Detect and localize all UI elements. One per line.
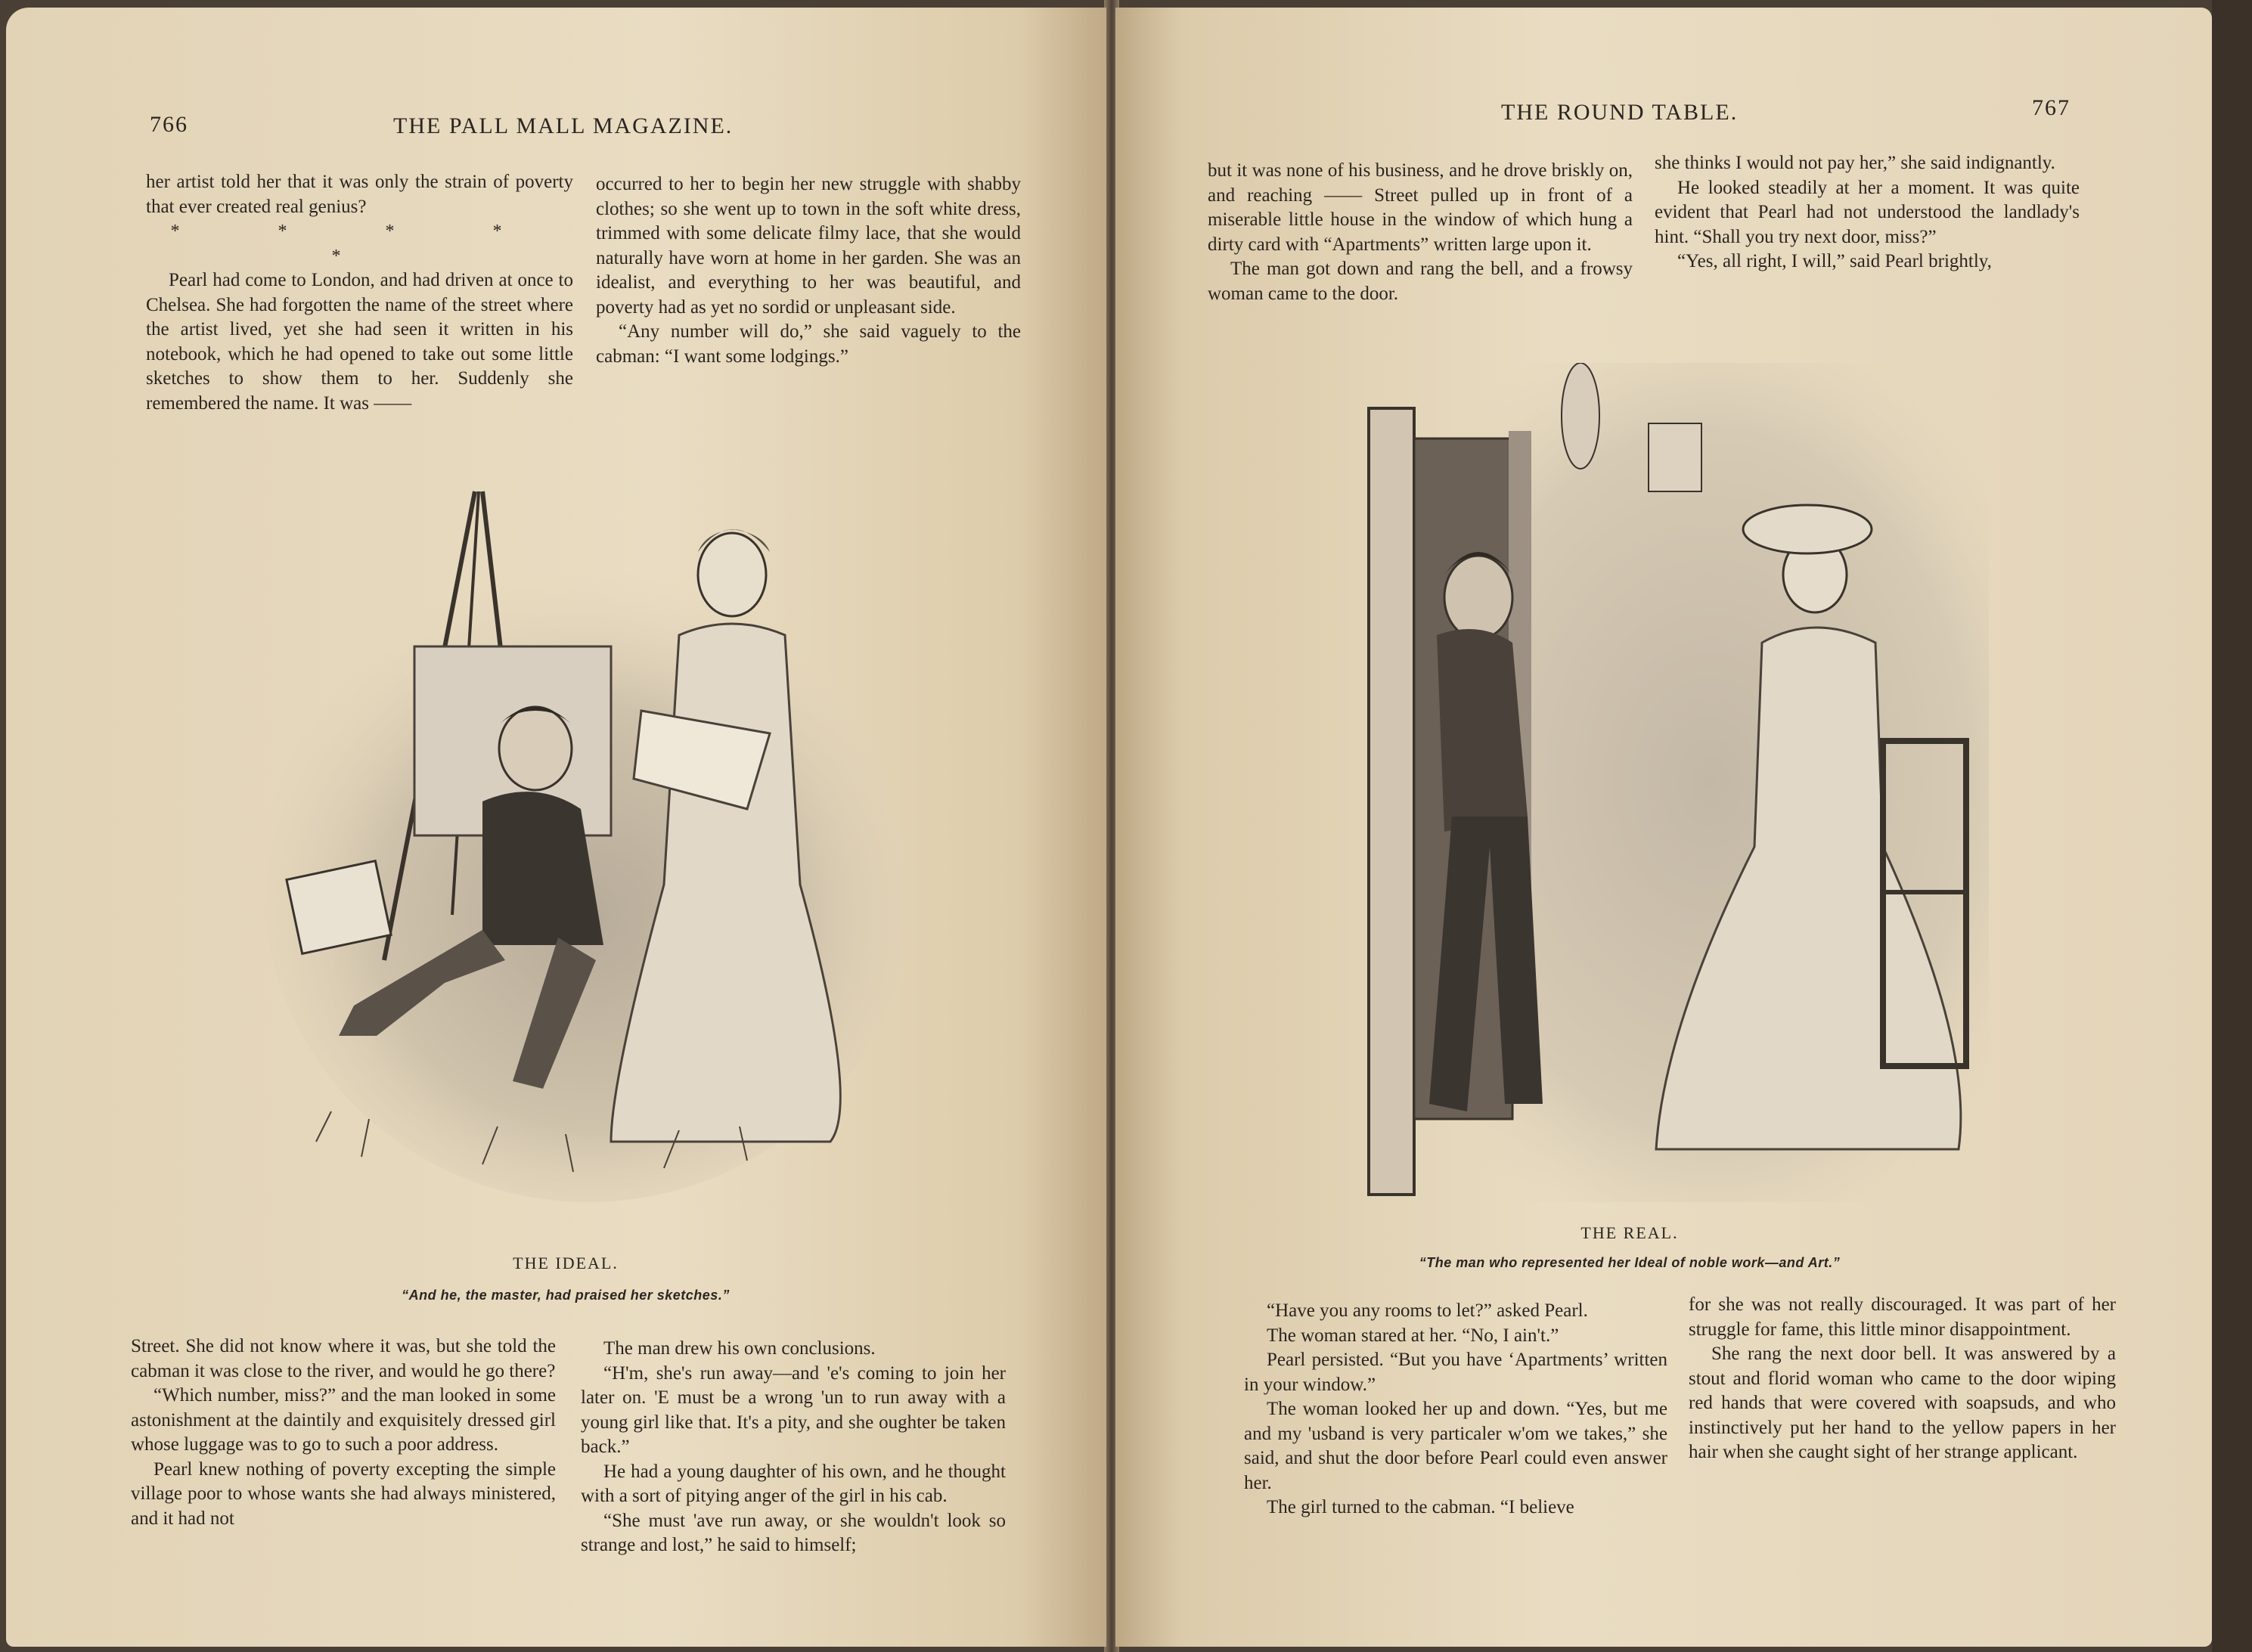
- paragraph: “She must 'ave run away, or she wouldn't look so strange and lost,” he said to himself;: [581, 1510, 1006, 1555]
- paragraph: “Have you any rooms to let?” asked Pearl.: [1267, 1300, 1588, 1321]
- paragraph: The man got down and rang the bell, and a frowsy woman came to the door.: [1208, 259, 1633, 304]
- paragraph: “Yes, all right, I will,” said Pearl brightly,: [1677, 251, 1992, 271]
- left-bottom-col2: [581, 1337, 1006, 1558]
- paragraph: Pearl persisted. “But you have ‘Apartments’ written in your window.”: [1244, 1350, 1667, 1395]
- paragraph: but it was none of his business, and he drove briskly on, and reaching —— Street pulled up in front of a miserable little house in the window of which hung a dirty card with “Apartments” written large upon it.: [1208, 160, 1633, 255]
- paragraph: “Any number will do,” she said vaguely to the cabman: “I want some lodgings.”: [596, 321, 1021, 367]
- paragraph: Street. She did not know where it was, but she told the cabman it was close to the river, and would he go there?: [131, 1336, 556, 1381]
- paragraph: He looked steadily at her a moment. It was quite evident that Pearl had not understood the landlady's hint. “Shall you try next door, miss?”: [1655, 177, 2080, 247]
- caption-title: THE IDEAL.: [513, 1254, 619, 1272]
- paragraph: The woman looked her up and down. “Yes, but me and my 'usband is very particaler w'om we takes,” she said, and shut the door before Pearl could even answer her.: [1244, 1399, 1667, 1493]
- paragraph: occurred to her to begin her new struggle with shabby clothes; so she went up to town in the soft white dress, trimmed with some delicate filmy lace, that she would naturally have worn at home in her garden. She was an idealist, and everything to her was beautiful, and poverty had as yet no sordid or unpleasant side.: [596, 174, 1021, 318]
- paragraph: The man drew his own conclusions.: [603, 1338, 876, 1359]
- right-top-col2: [1655, 151, 2080, 274]
- running-head: THE PALL MALL MAGAZINE.: [393, 113, 734, 138]
- page-number: 766: [150, 112, 188, 137]
- paragraph: He had a young daughter of his own, and he thought with a sort of pitying anger of the girl in his cab.: [581, 1461, 1006, 1506]
- paragraph: “Which number, miss?” and the man looked in some astonishment at the daintily and exquisitely dressed girl whose luggage was to go to such a poor address.: [131, 1385, 556, 1455]
- caption-title: THE REAL.: [1580, 1223, 1679, 1242]
- paragraph: Pearl had come to London, and had driven at once to Chelsea. She had forgotten the name of the street where the artist lived, yet she had seen it written in his notebook, which he had opened to take out some little sketches to show them to her. Suddenly she remembered the name. It was ——: [146, 270, 573, 414]
- paragraph: She rang the next door bell. It was answered by a stout and florid woman who came to the door wiping red hands that were covered with soapsuds, and who instinctively put her hand to the yellow papers in her hair when she caught sight of her strange applicant.: [1689, 1344, 2116, 1462]
- man-at-door-and-woman-illustration: [1354, 363, 2004, 1210]
- section-break: * * * * *: [170, 222, 549, 266]
- paragraph: she thinks I would not pay her,” she said indignantly.: [1655, 153, 2055, 173]
- left-top-col2: [596, 172, 1021, 369]
- paragraph: The woman stared at her. “No, I ain't.”: [1267, 1325, 1559, 1346]
- paragraph: Pearl knew nothing of poverty excepting the simple village poor to whose wants she had always ministered, and it had not: [131, 1458, 556, 1529]
- artist-and-woman-illustration: [256, 461, 921, 1217]
- right-bottom-col2: [1689, 1293, 2116, 1465]
- paragraph: “H'm, she's run away—and 'e's coming to join her later on. 'E must be a wrong 'un to run away with a young girl like that. It's a pity, and she oughter be taken back.”: [581, 1362, 1006, 1457]
- left-page: [6, 8, 1106, 1647]
- caption-quote: “The man who represented her Ideal of noble work—and Art.”: [1419, 1255, 1841, 1270]
- paragraph: The girl turned to the cabman. “I believe: [1267, 1497, 1574, 1517]
- right-page: [1115, 8, 2212, 1647]
- running-head: THE ROUND TABLE.: [1501, 100, 1739, 125]
- right-bottom-col1: [1244, 1299, 1667, 1520]
- paragraph: for she was not really discouraged. It was part of her struggle for fame, this little minor disappointment.: [1689, 1294, 2116, 1340]
- book-edge: [2212, 0, 2252, 1652]
- paragraph: her artist told her that it was only the strain of poverty that ever created real genius?: [146, 172, 573, 217]
- left-top-col1: [146, 170, 573, 416]
- caption-quote: “And he, the master, had praised her sketches.”: [402, 1288, 730, 1303]
- left-bottom-col1: [131, 1334, 556, 1531]
- right-top-col1: [1208, 159, 1633, 306]
- page-number: 767: [2032, 95, 2071, 120]
